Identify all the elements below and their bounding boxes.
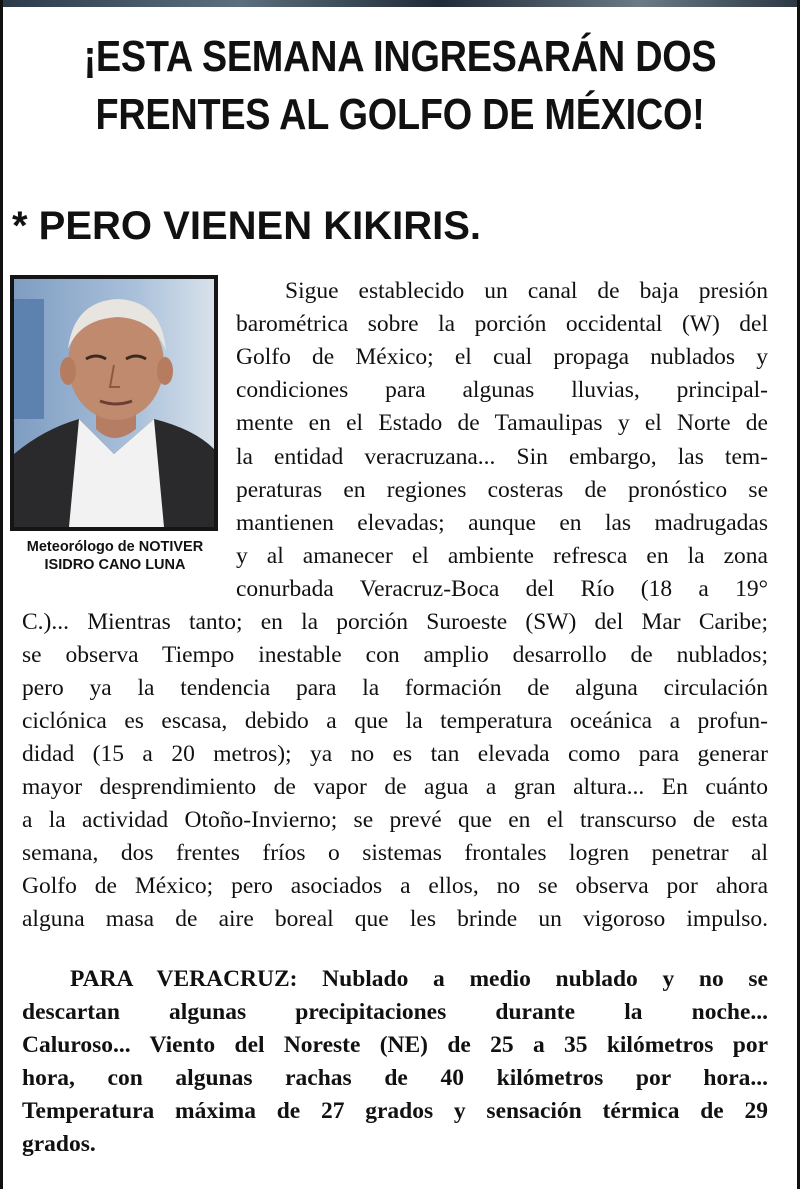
subheadline: * PERO VIENEN KIKIRIS.	[12, 204, 481, 248]
caption-line-1: Meteorólogo de NOTIVER	[26, 539, 204, 555]
caption-line-2: ISIDRO CANO LUNA	[44, 557, 186, 573]
article-line: didad (15 a 20 metros); ya no es tan elevada como para generar	[22, 741, 768, 767]
photo-caption	[10, 538, 220, 574]
article-line: mayor desprendimiento de vapor de agua a gran altura... En cuánto	[22, 774, 768, 800]
article-line: mantienen elevadas; aunque en las madrugadas	[236, 510, 768, 536]
article-line: alguna masa de aire boreal que les brinde un vigoroso impulso.	[22, 906, 768, 932]
article-line: y al amanecer el ambiente refresca en la zona	[236, 543, 768, 569]
article-line: la entidad veracruzana... Sin embargo, las tem-	[236, 444, 768, 470]
forecast-line: Temperatura máxima de 27 grados y sensación térmica de 29	[22, 1098, 768, 1124]
article-line: barométrica sobre la porción occidental (W) del	[236, 311, 768, 337]
forecast-line: hora, con algunas rachas de 40 kilómetros por hora...	[22, 1065, 768, 1091]
headline-line-1: ¡ESTA SEMANA INGRESARÁN DOS	[83, 32, 717, 81]
article-line: a la actividad Otoño-Invierno; se prevé que en el transcurso de esta	[22, 807, 768, 833]
article-line: conurbada Veracruz-Boca del Río (18 a 19°	[236, 576, 768, 602]
author-photo	[10, 275, 218, 531]
article-line: condiciones para algunas lluvias, principal-	[236, 377, 768, 403]
forecast-line: PARA VERACRUZ: Nublado a medio nublado y no se	[70, 966, 768, 992]
headline-line-2: FRENTES AL GOLFO DE MÉXICO!	[95, 90, 705, 139]
article-line: peraturas en regiones costeras de pronóstico se	[236, 477, 768, 503]
article-line: Golfo de México; el cual propaga nublados y	[236, 344, 768, 370]
forecast-line: Caluroso... Viento del Noreste (NE) de 25 a 35 kilómetros por	[22, 1032, 768, 1058]
article-line: mente en el Estado de Tamaulipas y el Norte de	[236, 410, 768, 436]
article-line: Golfo de México; pero asociados a ellos, no se observa por ahora	[22, 873, 768, 899]
headline	[10, 28, 790, 144]
forecast-line: grados.	[22, 1131, 96, 1157]
article-line: Sigue establecido un canal de baja presión	[285, 278, 768, 304]
article-line: semana, dos frentes fríos o sistemas frontales logren penetrar al	[22, 840, 768, 866]
article-line: pero ya la tendencia para la formación de alguna circulación	[22, 675, 768, 701]
portrait-image	[14, 279, 214, 527]
article-line: se observa Tiempo inestable con amplio desarrollo de nublados;	[22, 642, 768, 668]
forecast-line: descartan algunas precipitaciones durante la noche...	[22, 999, 768, 1025]
article-line: ciclónica es escasa, debido a que la temperatura oceánica a profun-	[22, 708, 768, 734]
article-line: C.)... Mientras tanto; en la porción Suroeste (SW) del Mar Caribe;	[22, 609, 768, 635]
